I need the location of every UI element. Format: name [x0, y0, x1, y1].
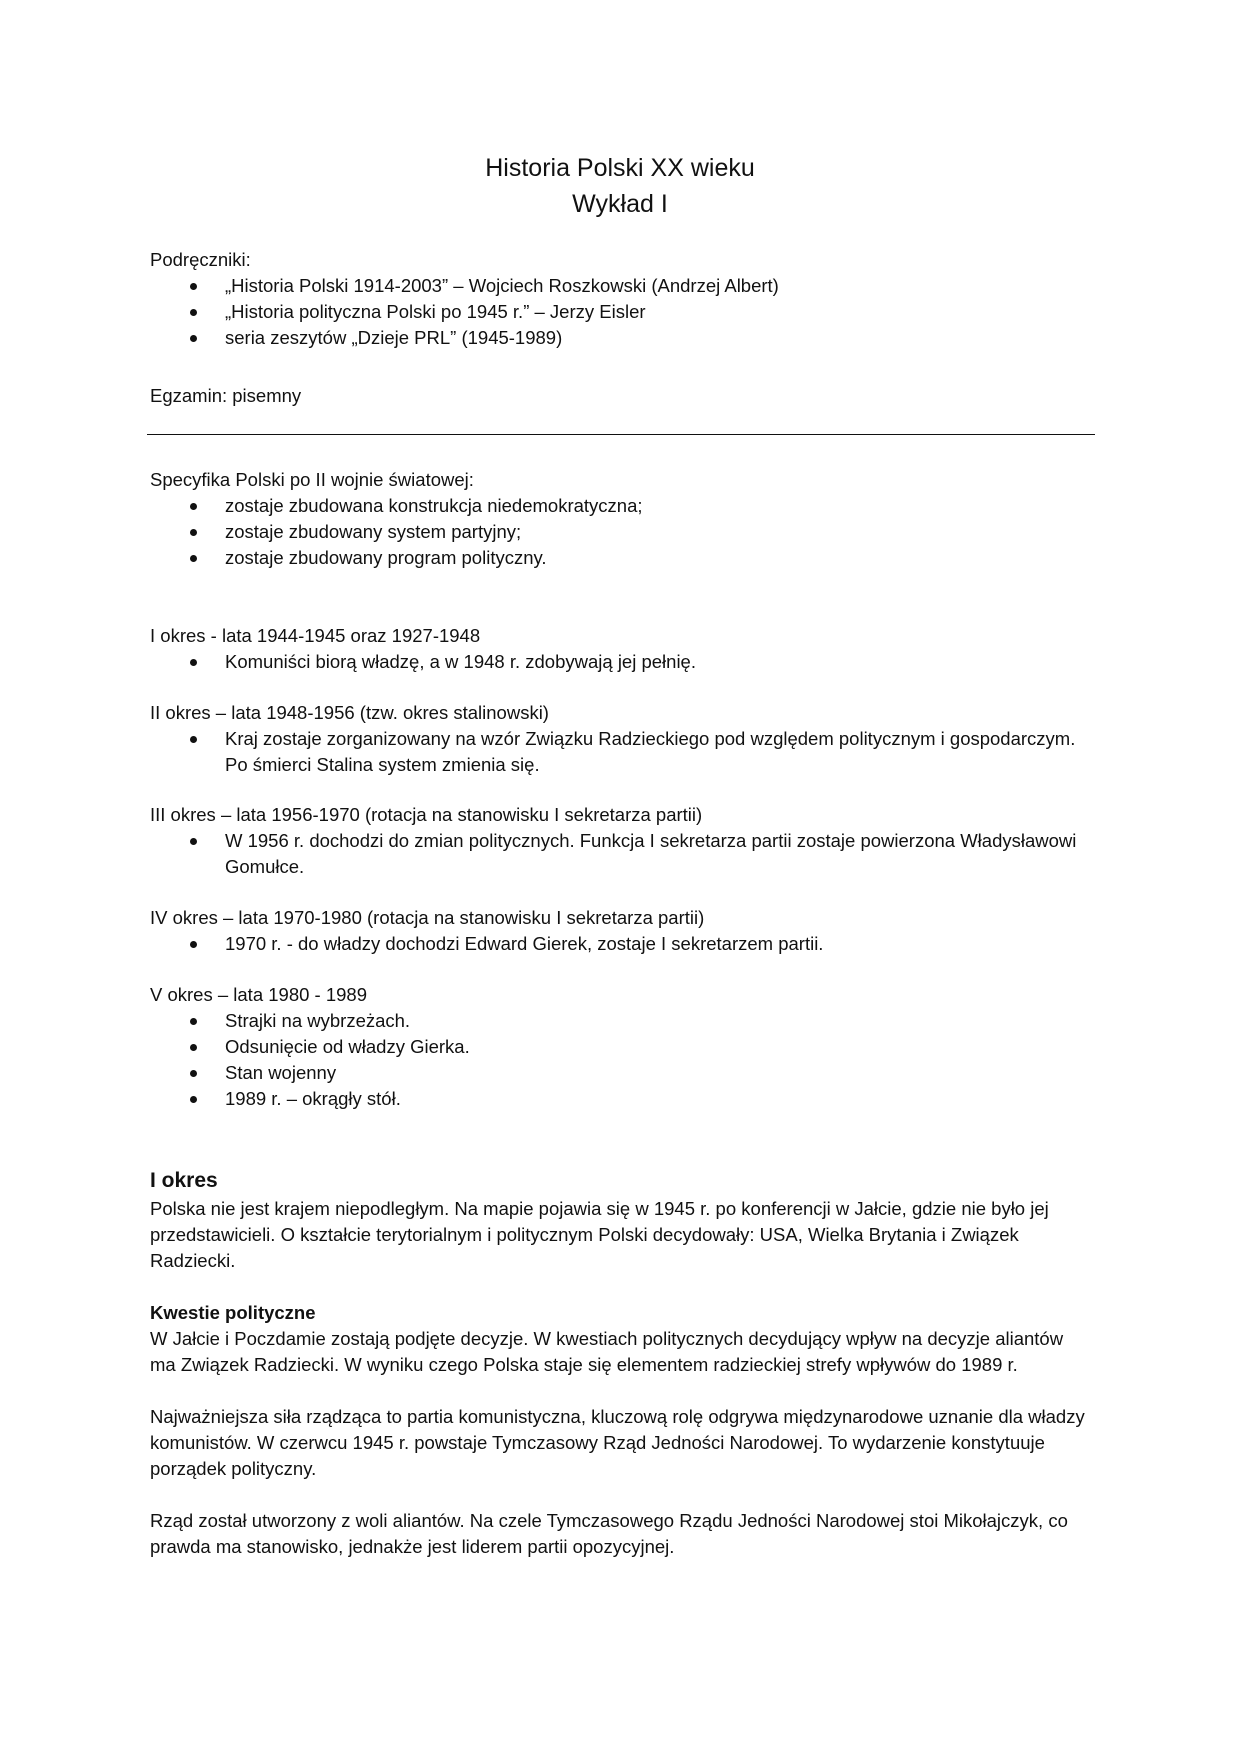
paragraph: Rząd został utworzony z woli aliantów. Na czele Tymczasowego Rządu Jedności Narodowej stoi Mikołajczyk, co prawda ma stanowisko, jednakże jest liderem partii opozycyjnej.	[150, 1510, 1068, 1557]
list-item: zostaje zbudowana konstrukcja niedemokratyczna;	[150, 493, 1090, 519]
list-item: Stan wojenny	[150, 1060, 1090, 1086]
period-list	[150, 726, 1090, 778]
textbooks-heading: Podręczniki:	[150, 249, 251, 270]
document-title	[0, 150, 1240, 222]
list-item: Komuniści biorą władzę, a w 1948 r. zdobywają jej pełnię.	[150, 649, 1090, 675]
list-item: zostaje zbudowany program polityczny.	[150, 545, 1090, 571]
list-item: Strajki na wybrzeżach.	[150, 1008, 1090, 1034]
period-heading: IV okres – lata 1970-1980 (rotacja na stanowisku I sekretarza partii)	[150, 907, 705, 928]
list-item: zostaje zbudowany system partyjny;	[150, 519, 1090, 545]
specifics-heading: Specyfika Polski po II wojnie światowej:	[150, 469, 474, 490]
period-3	[150, 802, 1090, 880]
period-heading: III okres – lata 1956-1970 (rotacja na stanowisku I sekretarza partii)	[150, 804, 703, 825]
period-list	[150, 649, 1090, 675]
specifics-block	[150, 467, 1090, 571]
list-item: Odsunięcie od władzy Gierka.	[150, 1034, 1090, 1060]
horizontal-rule	[147, 434, 1095, 435]
title-line-2: Wykład I	[572, 190, 668, 218]
period-heading: V okres – lata 1980 - 1989	[150, 984, 368, 1005]
list-item: seria zeszytów „Dzieje PRL” (1945-1989)	[150, 325, 1090, 351]
textbooks-block	[150, 247, 1090, 351]
section-heading: I okres	[150, 1169, 218, 1192]
period-4	[150, 905, 1090, 957]
list-item: 1970 r. - do władzy dochodzi Edward Gierek, zostaje I sekretarzem partii.	[150, 931, 1090, 957]
subsection-heading: Kwestie polityczne	[150, 1302, 316, 1323]
list-item: Kraj zostaje zorganizowany na wzór Związku Radzieckiego pod względem politycznym i gospodarczym. Po śmierci Stalina system zmienia się.	[150, 726, 1090, 778]
specifics-list	[150, 493, 1090, 571]
paragraph: W Jałcie i Poczdamie zostają podjęte decyzje. W kwestiach politycznych decydujący wpływ na decyzje aliantów ma Związek Radziecki. W wyniku czego Polska staje się elementem radzieckiej strefy wpływów do 1989 r.	[150, 1328, 1064, 1375]
exam-line: Egzamin: pisemny	[150, 385, 302, 406]
period-5	[150, 982, 1090, 1112]
list-item: „Historia Polski 1914-2003” – Wojciech Roszkowski (Andrzej Albert)	[150, 273, 1090, 299]
list-item: „Historia polityczna Polski po 1945 r.” – Jerzy Eisler	[150, 299, 1090, 325]
period-heading: I okres - lata 1944-1945 oraz 1927-1948	[150, 625, 481, 646]
period-list	[150, 931, 1090, 957]
section-i-okres	[150, 1166, 1090, 1560]
period-heading: II okres – lata 1948-1956 (tzw. okres stalinowski)	[150, 702, 549, 723]
period-list	[150, 828, 1090, 880]
period-1	[150, 623, 1090, 675]
section-intro: Polska nie jest krajem niepodległym. Na mapie pojawia się w 1945 r. po konferencji w Jałcie, gdzie nie było jej przedstawicieli. O kształcie terytorialnym i politycznym Polski decydowały: USA, Wielka Brytania i Związek Radziecki.	[150, 1198, 1049, 1271]
period-2	[150, 700, 1090, 778]
textbooks-list	[150, 273, 1090, 351]
period-list	[150, 1008, 1090, 1112]
title-line-1: Historia Polski XX wieku	[485, 154, 755, 182]
paragraph: Najważniejsza siła rządząca to partia komunistyczna, kluczową rolę odgrywa międzynarodowe uznanie dla władzy komunistów. W czerwcu 1945 r. powstaje Tymczasowy Rząd Jedności Narodowej. To wydarzenie konstytuuje porządek polityczny.	[150, 1406, 1085, 1479]
list-item: W 1956 r. dochodzi do zmian politycznych. Funkcja I sekretarza partii zostaje powierzona Władysławowi Gomułce.	[150, 828, 1090, 880]
list-item: 1989 r. – okrągły stół.	[150, 1086, 1090, 1112]
